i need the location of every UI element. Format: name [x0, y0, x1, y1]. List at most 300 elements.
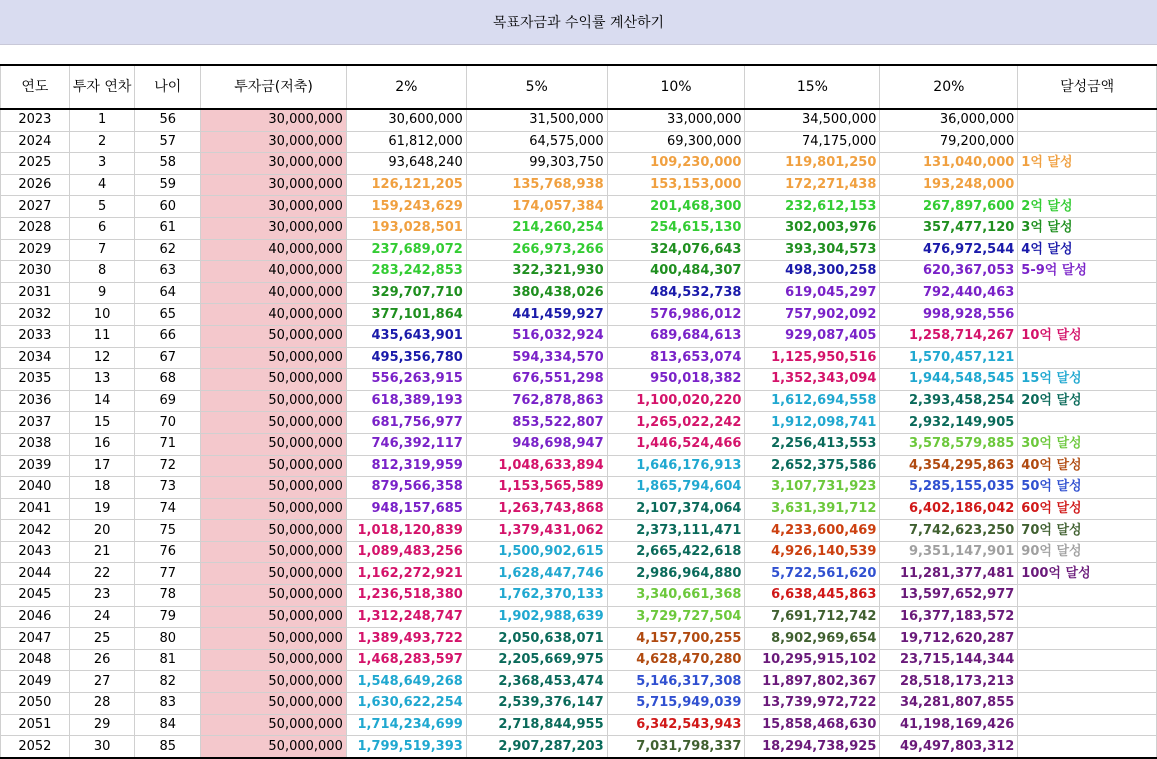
- rate-20-cell[interactable]: 79,200,000: [880, 131, 1018, 153]
- investment-year-cell[interactable]: 6: [69, 217, 135, 239]
- achievement-cell[interactable]: 3억 달성: [1018, 217, 1157, 239]
- achievement-cell[interactable]: 20억 달성: [1018, 390, 1157, 412]
- year-cell[interactable]: 2031: [1, 282, 70, 304]
- achievement-cell[interactable]: [1018, 736, 1157, 758]
- year-cell[interactable]: 2039: [1, 455, 70, 477]
- investment-cell[interactable]: 50,000,000: [201, 412, 347, 434]
- rate-15-cell[interactable]: 34,500,000: [745, 109, 880, 131]
- achievement-cell[interactable]: [1018, 606, 1157, 628]
- investment-cell[interactable]: 50,000,000: [201, 563, 347, 585]
- investment-cell[interactable]: 50,000,000: [201, 455, 347, 477]
- rate-10-cell[interactable]: 1,646,176,913: [607, 455, 745, 477]
- age-cell[interactable]: 78: [135, 585, 201, 607]
- year-cell[interactable]: 2037: [1, 412, 70, 434]
- header-rate-5[interactable]: 5%: [466, 65, 607, 109]
- investment-year-cell[interactable]: 19: [69, 498, 135, 520]
- rate-15-cell[interactable]: 2,652,375,586: [745, 455, 880, 477]
- header-achievement[interactable]: 달성금액: [1018, 65, 1157, 109]
- age-cell[interactable]: 60: [135, 196, 201, 218]
- investment-cell[interactable]: 30,000,000: [201, 131, 347, 153]
- rate-10-cell[interactable]: 689,684,613: [607, 325, 745, 347]
- investment-cell[interactable]: 30,000,000: [201, 217, 347, 239]
- achievement-cell[interactable]: 4억 달성: [1018, 239, 1157, 261]
- rate-2-cell[interactable]: 1,548,649,268: [346, 671, 466, 693]
- investment-cell[interactable]: 50,000,000: [201, 736, 347, 758]
- age-cell[interactable]: 75: [135, 520, 201, 542]
- rate-15-cell[interactable]: 172,271,438: [745, 174, 880, 196]
- rate-5-cell[interactable]: 322,321,930: [466, 261, 607, 283]
- investment-year-cell[interactable]: 9: [69, 282, 135, 304]
- age-cell[interactable]: 67: [135, 347, 201, 369]
- rate-5-cell[interactable]: 1,500,902,615: [466, 541, 607, 563]
- age-cell[interactable]: 80: [135, 628, 201, 650]
- investment-cell[interactable]: 50,000,000: [201, 390, 347, 412]
- investment-cell[interactable]: 50,000,000: [201, 369, 347, 391]
- age-cell[interactable]: 81: [135, 649, 201, 671]
- year-cell[interactable]: 2051: [1, 714, 70, 736]
- year-cell[interactable]: 2044: [1, 563, 70, 585]
- achievement-cell[interactable]: 40억 달성: [1018, 455, 1157, 477]
- rate-20-cell[interactable]: 1,258,714,267: [880, 325, 1018, 347]
- age-cell[interactable]: 72: [135, 455, 201, 477]
- age-cell[interactable]: 79: [135, 606, 201, 628]
- rate-2-cell[interactable]: 1,312,248,747: [346, 606, 466, 628]
- rate-10-cell[interactable]: 813,653,074: [607, 347, 745, 369]
- age-cell[interactable]: 83: [135, 693, 201, 715]
- achievement-cell[interactable]: 1억 달성: [1018, 153, 1157, 175]
- year-cell[interactable]: 2027: [1, 196, 70, 218]
- investment-year-cell[interactable]: 5: [69, 196, 135, 218]
- age-cell[interactable]: 84: [135, 714, 201, 736]
- header-rate-15[interactable]: 15%: [745, 65, 880, 109]
- rate-20-cell[interactable]: 28,518,173,213: [880, 671, 1018, 693]
- achievement-cell[interactable]: 60억 달성: [1018, 498, 1157, 520]
- rate-20-cell[interactable]: 7,742,623,250: [880, 520, 1018, 542]
- investment-year-cell[interactable]: 14: [69, 390, 135, 412]
- investment-year-cell[interactable]: 10: [69, 304, 135, 326]
- rate-5-cell[interactable]: 2,050,638,071: [466, 628, 607, 650]
- rate-5-cell[interactable]: 31,500,000: [466, 109, 607, 131]
- year-cell[interactable]: 2052: [1, 736, 70, 758]
- age-cell[interactable]: 66: [135, 325, 201, 347]
- investment-year-cell[interactable]: 3: [69, 153, 135, 175]
- rate-10-cell[interactable]: 1,865,794,604: [607, 477, 745, 499]
- investment-cell[interactable]: 40,000,000: [201, 304, 347, 326]
- age-cell[interactable]: 77: [135, 563, 201, 585]
- investment-cell[interactable]: 30,000,000: [201, 109, 347, 131]
- rate-5-cell[interactable]: 676,551,298: [466, 369, 607, 391]
- rate-15-cell[interactable]: 2,256,413,553: [745, 433, 880, 455]
- rate-2-cell[interactable]: 1,630,622,254: [346, 693, 466, 715]
- investment-year-cell[interactable]: 17: [69, 455, 135, 477]
- investment-year-cell[interactable]: 28: [69, 693, 135, 715]
- rate-10-cell[interactable]: 4,628,470,280: [607, 649, 745, 671]
- rate-15-cell[interactable]: 4,926,140,539: [745, 541, 880, 563]
- rate-10-cell[interactable]: 1,100,020,220: [607, 390, 745, 412]
- rate-5-cell[interactable]: 1,048,633,894: [466, 455, 607, 477]
- rate-15-cell[interactable]: 5,722,561,620: [745, 563, 880, 585]
- year-cell[interactable]: 2048: [1, 649, 70, 671]
- rate-10-cell[interactable]: 2,986,964,880: [607, 563, 745, 585]
- achievement-cell[interactable]: [1018, 304, 1157, 326]
- rate-15-cell[interactable]: 18,294,738,925: [745, 736, 880, 758]
- age-cell[interactable]: 73: [135, 477, 201, 499]
- rate-10-cell[interactable]: 1,265,022,242: [607, 412, 745, 434]
- rate-5-cell[interactable]: 64,575,000: [466, 131, 607, 153]
- header-rate-10[interactable]: 10%: [607, 65, 745, 109]
- age-cell[interactable]: 85: [135, 736, 201, 758]
- year-cell[interactable]: 2042: [1, 520, 70, 542]
- rate-15-cell[interactable]: 393,304,573: [745, 239, 880, 261]
- rate-15-cell[interactable]: 8,902,969,654: [745, 628, 880, 650]
- age-cell[interactable]: 58: [135, 153, 201, 175]
- rate-2-cell[interactable]: 1,468,283,597: [346, 649, 466, 671]
- header-investment-year[interactable]: 투자 연차: [69, 65, 135, 109]
- rate-5-cell[interactable]: 1,762,370,133: [466, 585, 607, 607]
- investment-year-cell[interactable]: 11: [69, 325, 135, 347]
- rate-20-cell[interactable]: 41,198,169,426: [880, 714, 1018, 736]
- year-cell[interactable]: 2045: [1, 585, 70, 607]
- investment-cell[interactable]: 30,000,000: [201, 174, 347, 196]
- rate-2-cell[interactable]: 1,162,272,921: [346, 563, 466, 585]
- rate-5-cell[interactable]: 516,032,924: [466, 325, 607, 347]
- rate-15-cell[interactable]: 498,300,258: [745, 261, 880, 283]
- achievement-cell[interactable]: [1018, 671, 1157, 693]
- investment-cell[interactable]: 50,000,000: [201, 628, 347, 650]
- rate-5-cell[interactable]: 214,260,254: [466, 217, 607, 239]
- rate-2-cell[interactable]: 681,756,977: [346, 412, 466, 434]
- achievement-cell[interactable]: [1018, 131, 1157, 153]
- rate-20-cell[interactable]: 23,715,144,344: [880, 649, 1018, 671]
- rate-2-cell[interactable]: 495,356,780: [346, 347, 466, 369]
- investment-year-cell[interactable]: 29: [69, 714, 135, 736]
- rate-2-cell[interactable]: 435,643,901: [346, 325, 466, 347]
- year-cell[interactable]: 2043: [1, 541, 70, 563]
- investment-cell[interactable]: 50,000,000: [201, 498, 347, 520]
- rate-15-cell[interactable]: 3,631,391,712: [745, 498, 880, 520]
- age-cell[interactable]: 59: [135, 174, 201, 196]
- rate-2-cell[interactable]: 812,319,959: [346, 455, 466, 477]
- investment-year-cell[interactable]: 7: [69, 239, 135, 261]
- rate-10-cell[interactable]: 5,146,317,308: [607, 671, 745, 693]
- rate-20-cell[interactable]: 1,570,457,121: [880, 347, 1018, 369]
- investment-cell[interactable]: 50,000,000: [201, 693, 347, 715]
- achievement-cell[interactable]: [1018, 714, 1157, 736]
- achievement-cell[interactable]: [1018, 412, 1157, 434]
- rate-2-cell[interactable]: 30,600,000: [346, 109, 466, 131]
- rate-5-cell[interactable]: 266,973,266: [466, 239, 607, 261]
- rate-20-cell[interactable]: 19,712,620,287: [880, 628, 1018, 650]
- age-cell[interactable]: 61: [135, 217, 201, 239]
- rate-20-cell[interactable]: 4,354,295,863: [880, 455, 1018, 477]
- rate-10-cell[interactable]: 950,018,382: [607, 369, 745, 391]
- investment-year-cell[interactable]: 18: [69, 477, 135, 499]
- header-age[interactable]: 나이: [135, 65, 201, 109]
- rate-15-cell[interactable]: 15,858,468,630: [745, 714, 880, 736]
- age-cell[interactable]: 63: [135, 261, 201, 283]
- rate-10-cell[interactable]: 2,373,111,471: [607, 520, 745, 542]
- investment-cell[interactable]: 50,000,000: [201, 325, 347, 347]
- rate-15-cell[interactable]: 13,739,972,722: [745, 693, 880, 715]
- rate-10-cell[interactable]: 109,230,000: [607, 153, 745, 175]
- achievement-cell[interactable]: [1018, 693, 1157, 715]
- rate-10-cell[interactable]: 2,107,374,064: [607, 498, 745, 520]
- rate-5-cell[interactable]: 135,768,938: [466, 174, 607, 196]
- rate-2-cell[interactable]: 61,812,000: [346, 131, 466, 153]
- year-cell[interactable]: 2028: [1, 217, 70, 239]
- investment-year-cell[interactable]: 4: [69, 174, 135, 196]
- rate-15-cell[interactable]: 74,175,000: [745, 131, 880, 153]
- year-cell[interactable]: 2033: [1, 325, 70, 347]
- rate-2-cell[interactable]: 1,799,519,393: [346, 736, 466, 758]
- rate-5-cell[interactable]: 2,907,287,203: [466, 736, 607, 758]
- rate-15-cell[interactable]: 619,045,297: [745, 282, 880, 304]
- rate-2-cell[interactable]: 159,243,629: [346, 196, 466, 218]
- investment-year-cell[interactable]: 12: [69, 347, 135, 369]
- year-cell[interactable]: 2029: [1, 239, 70, 261]
- age-cell[interactable]: 76: [135, 541, 201, 563]
- rate-5-cell[interactable]: 2,718,844,955: [466, 714, 607, 736]
- achievement-cell[interactable]: [1018, 649, 1157, 671]
- age-cell[interactable]: 57: [135, 131, 201, 153]
- rate-15-cell[interactable]: 302,003,976: [745, 217, 880, 239]
- rate-10-cell[interactable]: 2,665,422,618: [607, 541, 745, 563]
- rate-15-cell[interactable]: 1,352,343,094: [745, 369, 880, 391]
- investment-cell[interactable]: 30,000,000: [201, 153, 347, 175]
- achievement-cell[interactable]: 5-9억 달성: [1018, 261, 1157, 283]
- rate-2-cell[interactable]: 1,714,234,699: [346, 714, 466, 736]
- rate-20-cell[interactable]: 998,928,556: [880, 304, 1018, 326]
- rate-5-cell[interactable]: 441,459,927: [466, 304, 607, 326]
- investment-cell[interactable]: 40,000,000: [201, 261, 347, 283]
- achievement-cell[interactable]: [1018, 109, 1157, 131]
- rate-20-cell[interactable]: 6,402,186,042: [880, 498, 1018, 520]
- rate-2-cell[interactable]: 879,566,358: [346, 477, 466, 499]
- achievement-cell[interactable]: [1018, 628, 1157, 650]
- achievement-cell[interactable]: 100억 달성: [1018, 563, 1157, 585]
- achievement-cell[interactable]: 15억 달성: [1018, 369, 1157, 391]
- rate-5-cell[interactable]: 1,628,447,746: [466, 563, 607, 585]
- rate-2-cell[interactable]: 948,157,685: [346, 498, 466, 520]
- investment-year-cell[interactable]: 27: [69, 671, 135, 693]
- rate-10-cell[interactable]: 1,446,524,466: [607, 433, 745, 455]
- year-cell[interactable]: 2032: [1, 304, 70, 326]
- investment-cell[interactable]: 50,000,000: [201, 585, 347, 607]
- achievement-cell[interactable]: [1018, 347, 1157, 369]
- rate-2-cell[interactable]: 193,028,501: [346, 217, 466, 239]
- year-cell[interactable]: 2050: [1, 693, 70, 715]
- rate-20-cell[interactable]: 620,367,053: [880, 261, 1018, 283]
- investment-cell[interactable]: 50,000,000: [201, 671, 347, 693]
- achievement-cell[interactable]: [1018, 585, 1157, 607]
- rate-15-cell[interactable]: 232,612,153: [745, 196, 880, 218]
- rate-5-cell[interactable]: 1,263,743,868: [466, 498, 607, 520]
- rate-20-cell[interactable]: 13,597,652,977: [880, 585, 1018, 607]
- rate-5-cell[interactable]: 2,205,669,975: [466, 649, 607, 671]
- rate-15-cell[interactable]: 6,638,445,863: [745, 585, 880, 607]
- investment-year-cell[interactable]: 15: [69, 412, 135, 434]
- year-cell[interactable]: 2034: [1, 347, 70, 369]
- rate-10-cell[interactable]: 5,715,949,039: [607, 693, 745, 715]
- year-cell[interactable]: 2030: [1, 261, 70, 283]
- rate-10-cell[interactable]: 484,532,738: [607, 282, 745, 304]
- rate-15-cell[interactable]: 929,087,405: [745, 325, 880, 347]
- year-cell[interactable]: 2026: [1, 174, 70, 196]
- rate-20-cell[interactable]: 36,000,000: [880, 109, 1018, 131]
- rate-10-cell[interactable]: 254,615,130: [607, 217, 745, 239]
- rate-5-cell[interactable]: 853,522,807: [466, 412, 607, 434]
- year-cell[interactable]: 2041: [1, 498, 70, 520]
- rate-15-cell[interactable]: 757,902,092: [745, 304, 880, 326]
- rate-20-cell[interactable]: 16,377,183,572: [880, 606, 1018, 628]
- investment-year-cell[interactable]: 30: [69, 736, 135, 758]
- rate-10-cell[interactable]: 7,031,798,337: [607, 736, 745, 758]
- rate-5-cell[interactable]: 1,902,988,639: [466, 606, 607, 628]
- rate-2-cell[interactable]: 283,242,853: [346, 261, 466, 283]
- rate-10-cell[interactable]: 3,729,727,504: [607, 606, 745, 628]
- rate-2-cell[interactable]: 126,121,205: [346, 174, 466, 196]
- investment-cell[interactable]: 30,000,000: [201, 196, 347, 218]
- rate-5-cell[interactable]: 1,379,431,062: [466, 520, 607, 542]
- rate-2-cell[interactable]: 377,101,864: [346, 304, 466, 326]
- rate-15-cell[interactable]: 7,691,712,742: [745, 606, 880, 628]
- investment-year-cell[interactable]: 16: [69, 433, 135, 455]
- investment-year-cell[interactable]: 21: [69, 541, 135, 563]
- achievement-cell[interactable]: 50억 달성: [1018, 477, 1157, 499]
- rate-2-cell[interactable]: 618,389,193: [346, 390, 466, 412]
- rate-20-cell[interactable]: 267,897,600: [880, 196, 1018, 218]
- investment-year-cell[interactable]: 13: [69, 369, 135, 391]
- rate-20-cell[interactable]: 131,040,000: [880, 153, 1018, 175]
- rate-20-cell[interactable]: 792,440,463: [880, 282, 1018, 304]
- rate-5-cell[interactable]: 2,368,453,474: [466, 671, 607, 693]
- rate-2-cell[interactable]: 329,707,710: [346, 282, 466, 304]
- rate-20-cell[interactable]: 34,281,807,855: [880, 693, 1018, 715]
- rate-2-cell[interactable]: 93,648,240: [346, 153, 466, 175]
- rate-20-cell[interactable]: 193,248,000: [880, 174, 1018, 196]
- rate-10-cell[interactable]: 324,076,643: [607, 239, 745, 261]
- rate-5-cell[interactable]: 99,303,750: [466, 153, 607, 175]
- year-cell[interactable]: 2023: [1, 109, 70, 131]
- year-cell[interactable]: 2025: [1, 153, 70, 175]
- investment-year-cell[interactable]: 25: [69, 628, 135, 650]
- year-cell[interactable]: 2047: [1, 628, 70, 650]
- rate-5-cell[interactable]: 948,698,947: [466, 433, 607, 455]
- rate-15-cell[interactable]: 1,125,950,516: [745, 347, 880, 369]
- age-cell[interactable]: 82: [135, 671, 201, 693]
- header-rate-2[interactable]: 2%: [346, 65, 466, 109]
- investment-year-cell[interactable]: 2: [69, 131, 135, 153]
- rate-20-cell[interactable]: 3,578,579,885: [880, 433, 1018, 455]
- investment-cell[interactable]: 50,000,000: [201, 714, 347, 736]
- investment-cell[interactable]: 50,000,000: [201, 433, 347, 455]
- rate-10-cell[interactable]: 4,157,700,255: [607, 628, 745, 650]
- rate-2-cell[interactable]: 237,689,072: [346, 239, 466, 261]
- rate-2-cell[interactable]: 1,389,493,722: [346, 628, 466, 650]
- year-cell[interactable]: 2049: [1, 671, 70, 693]
- investment-year-cell[interactable]: 1: [69, 109, 135, 131]
- rate-15-cell[interactable]: 11,897,802,367: [745, 671, 880, 693]
- achievement-cell[interactable]: [1018, 282, 1157, 304]
- investment-year-cell[interactable]: 26: [69, 649, 135, 671]
- rate-20-cell[interactable]: 1,944,548,545: [880, 369, 1018, 391]
- rate-20-cell[interactable]: 357,477,120: [880, 217, 1018, 239]
- achievement-cell[interactable]: 2억 달성: [1018, 196, 1157, 218]
- year-cell[interactable]: 2035: [1, 369, 70, 391]
- age-cell[interactable]: 65: [135, 304, 201, 326]
- investment-year-cell[interactable]: 22: [69, 563, 135, 585]
- achievement-cell[interactable]: [1018, 174, 1157, 196]
- age-cell[interactable]: 62: [135, 239, 201, 261]
- rate-20-cell[interactable]: 11,281,377,481: [880, 563, 1018, 585]
- investment-cell[interactable]: 50,000,000: [201, 649, 347, 671]
- rate-15-cell[interactable]: 10,295,915,102: [745, 649, 880, 671]
- achievement-cell[interactable]: 10억 달성: [1018, 325, 1157, 347]
- achievement-cell[interactable]: 70억 달성: [1018, 520, 1157, 542]
- rate-20-cell[interactable]: 9,351,147,901: [880, 541, 1018, 563]
- age-cell[interactable]: 70: [135, 412, 201, 434]
- investment-year-cell[interactable]: 24: [69, 606, 135, 628]
- rate-5-cell[interactable]: 380,438,026: [466, 282, 607, 304]
- header-year[interactable]: 연도: [1, 65, 70, 109]
- rate-10-cell[interactable]: 3,340,661,368: [607, 585, 745, 607]
- rate-2-cell[interactable]: 746,392,117: [346, 433, 466, 455]
- investment-cell[interactable]: 40,000,000: [201, 282, 347, 304]
- rate-20-cell[interactable]: 2,932,149,905: [880, 412, 1018, 434]
- rate-20-cell[interactable]: 49,497,803,312: [880, 736, 1018, 758]
- rate-15-cell[interactable]: 119,801,250: [745, 153, 880, 175]
- age-cell[interactable]: 64: [135, 282, 201, 304]
- rate-10-cell[interactable]: 6,342,543,943: [607, 714, 745, 736]
- investment-cell[interactable]: 50,000,000: [201, 520, 347, 542]
- age-cell[interactable]: 71: [135, 433, 201, 455]
- age-cell[interactable]: 69: [135, 390, 201, 412]
- year-cell[interactable]: 2040: [1, 477, 70, 499]
- investment-cell[interactable]: 50,000,000: [201, 541, 347, 563]
- achievement-cell[interactable]: 90억 달성: [1018, 541, 1157, 563]
- year-cell[interactable]: 2046: [1, 606, 70, 628]
- achievement-cell[interactable]: 30억 달성: [1018, 433, 1157, 455]
- investment-year-cell[interactable]: 20: [69, 520, 135, 542]
- rate-10-cell[interactable]: 69,300,000: [607, 131, 745, 153]
- rate-5-cell[interactable]: 594,334,570: [466, 347, 607, 369]
- age-cell[interactable]: 56: [135, 109, 201, 131]
- rate-10-cell[interactable]: 576,986,012: [607, 304, 745, 326]
- rate-2-cell[interactable]: 1,018,120,839: [346, 520, 466, 542]
- rate-5-cell[interactable]: 2,539,376,147: [466, 693, 607, 715]
- year-cell[interactable]: 2036: [1, 390, 70, 412]
- rate-15-cell[interactable]: 3,107,731,923: [745, 477, 880, 499]
- header-investment[interactable]: 투자금(저축): [201, 65, 347, 109]
- rate-15-cell[interactable]: 4,233,600,469: [745, 520, 880, 542]
- investment-cell[interactable]: 40,000,000: [201, 239, 347, 261]
- rate-2-cell[interactable]: 1,236,518,380: [346, 585, 466, 607]
- rate-15-cell[interactable]: 1,912,098,741: [745, 412, 880, 434]
- header-rate-20[interactable]: 20%: [880, 65, 1018, 109]
- year-cell[interactable]: 2038: [1, 433, 70, 455]
- age-cell[interactable]: 68: [135, 369, 201, 391]
- rate-15-cell[interactable]: 1,612,694,558: [745, 390, 880, 412]
- rate-10-cell[interactable]: 201,468,300: [607, 196, 745, 218]
- rate-2-cell[interactable]: 1,089,483,256: [346, 541, 466, 563]
- investment-cell[interactable]: 50,000,000: [201, 347, 347, 369]
- rate-10-cell[interactable]: 153,153,000: [607, 174, 745, 196]
- investment-year-cell[interactable]: 8: [69, 261, 135, 283]
- rate-5-cell[interactable]: 174,057,384: [466, 196, 607, 218]
- year-cell[interactable]: 2024: [1, 131, 70, 153]
- rate-5-cell[interactable]: 762,878,863: [466, 390, 607, 412]
- rate-10-cell[interactable]: 33,000,000: [607, 109, 745, 131]
